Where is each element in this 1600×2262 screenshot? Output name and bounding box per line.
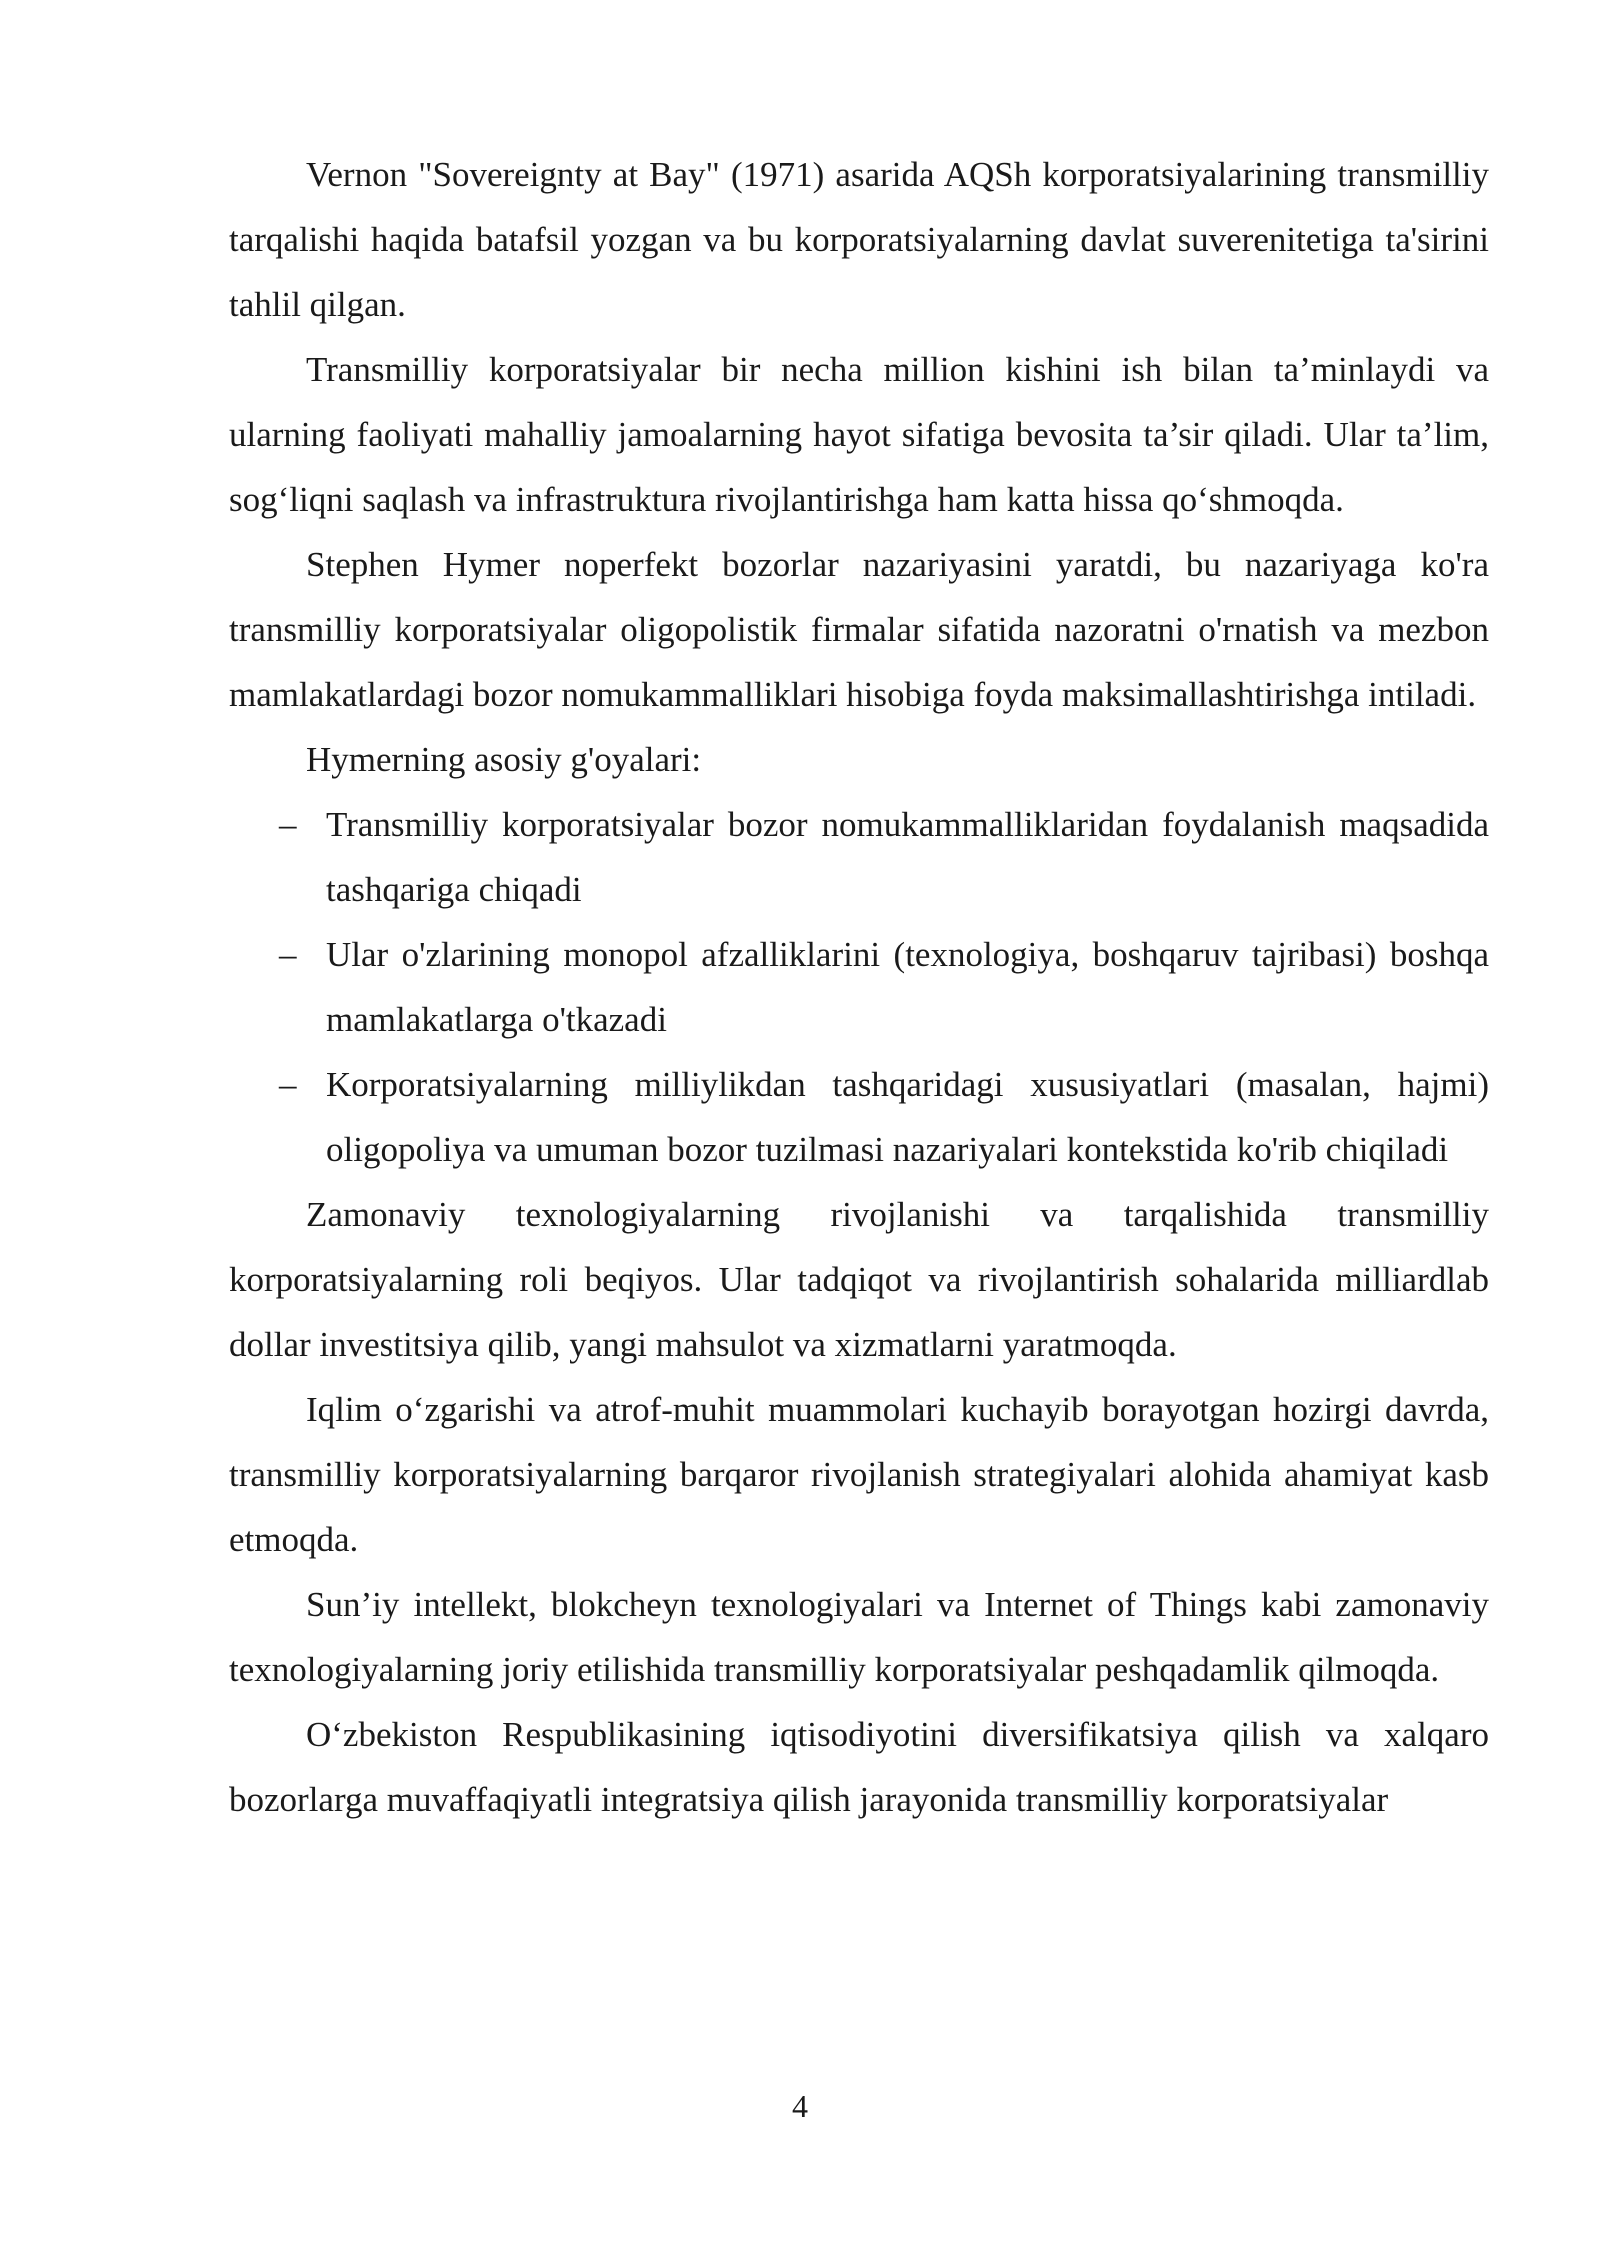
- paragraph-uzbekistan: O‘zbekiston Respublikasining iqtisodiyotini diversifikatsiya qilish va xalqaro bozorlarga muvaffaqiyatli integratsiya qilish jarayonida transmilliy korporatsiyalar: [229, 1715, 1489, 1819]
- list-marker: –: [279, 1065, 297, 1104]
- paragraph-hymer: Stephen Hymer noperfekt bozorlar nazariyasini yaratdi, bu nazariyaga ko'ra transmilliy korporatsiyalar oligopolistik firmalar sifatida nazoratni o'rnatish va mezbon mamlakatlardagi bozor nomukammalliklari hisobiga foyda maksimallashtirishga intiladi.: [229, 545, 1489, 714]
- hymer-ideas-list: [229, 792, 1489, 1182]
- list-marker: –: [279, 805, 297, 844]
- page-number: 4: [792, 2088, 808, 2124]
- list-item-text: Ular o'zlarining monopol afzalliklarini (texnologiya, boshqaruv tajribasi) boshqa mamlakatlarga o'tkazadi: [326, 935, 1489, 1039]
- list-item-text: Transmilliy korporatsiyalar bozor nomukammalliklaridan foydalanish maqsadida tashqariga chiqadi: [326, 805, 1489, 909]
- list-item: [229, 792, 1489, 922]
- list-item: [229, 922, 1489, 1052]
- list-marker: –: [279, 935, 297, 974]
- paragraph-vernon: Vernon "Sovereignty at Bay" (1971) asarida AQSh korporatsiyalarining transmilliy tarqalishi haqida batafsil yozgan va bu korporatsiyalarning davlat suverenitetiga ta'sirini tahlil qilgan.: [229, 155, 1489, 324]
- paragraph-ai: Sun’iy intellekt, blokcheyn texnologiyalari va Internet of Things kabi zamonaviy texnologiyalarning joriy etilishida transmilliy korporatsiyalar peshqadamlik qilmoqda.: [229, 1585, 1489, 1689]
- paragraph-hymer-ideas-heading: Hymerning asosiy g'oyalari:: [306, 740, 702, 779]
- document-body: [229, 142, 1489, 1832]
- list-item: [229, 1052, 1489, 1182]
- paragraph-technology-role: Zamonaviy texnologiyalarning rivojlanishi va tarqalishida transmilliy korporatsiyalarning roli beqiyos. Ular tadqiqot va rivojlantirish sohalarida milliardlab dollar investitsiya qilib, yangi mahsulot va xizmatlarni yaratmoqda.: [229, 1195, 1489, 1364]
- paragraph-employment: Transmilliy korporatsiyalar bir necha million kishini ish bilan ta’minlaydi va ularning faoliyati mahalliy jamoalarning hayot sifatiga bevosita ta’sir qiladi. Ular ta’lim, sog‘liqni saqlash va infrastruktura rivojlantirishga ham katta hissa qo‘shmoqda.: [229, 350, 1489, 519]
- list-item-text: Korporatsiyalarning milliylikdan tashqaridagi xususiyatlari (masalan, hajmi) oligopoliya va umuman bozor tuzilmasi nazariyalari kontekstida ko'rib chiqiladi: [326, 1065, 1489, 1169]
- paragraph-climate: Iqlim o‘zgarishi va atrof-muhit muammolari kuchayib borayotgan hozirgi davrda, transmilliy korporatsiyalarning barqaror rivojlanish strategiyalari alohida ahamiyat kasb etmoqda.: [229, 1390, 1489, 1559]
